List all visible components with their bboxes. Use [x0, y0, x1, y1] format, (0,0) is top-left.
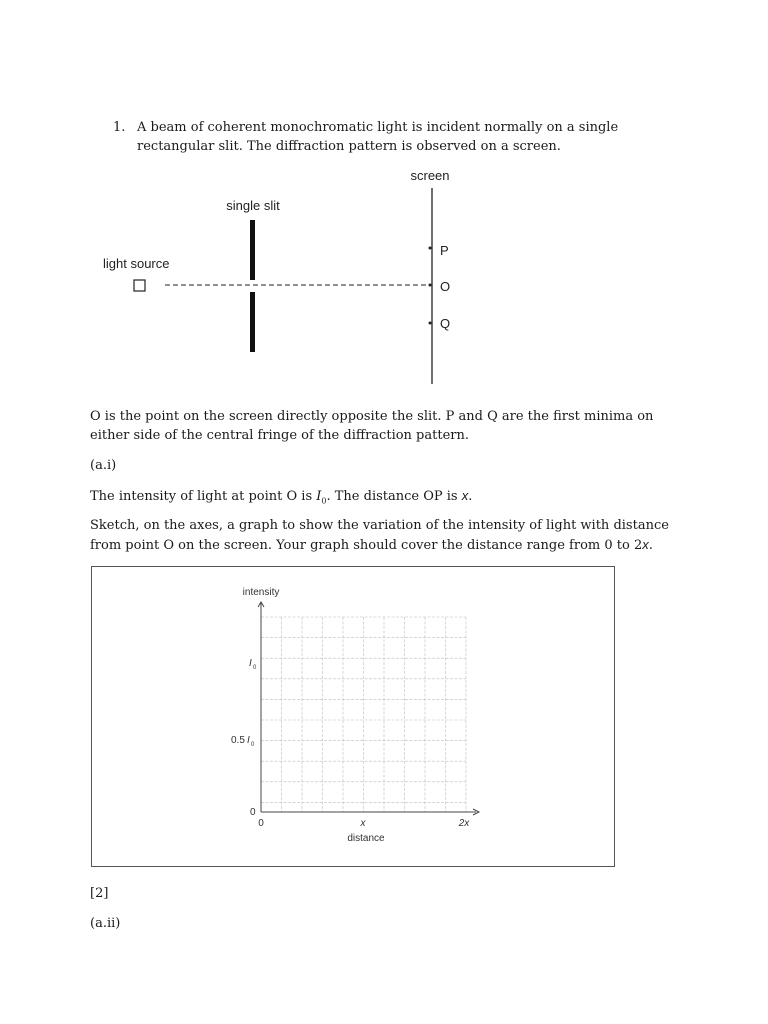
x-axis-label: distance [347, 833, 385, 844]
intensity-graph[interactable] [92, 567, 614, 866]
question-text [137, 118, 657, 156]
part-a-ii-label: (a.ii) [90, 916, 121, 931]
slit-upper-barrier [250, 220, 255, 280]
description-line1: O is the point on the screen directly opposite the slit. P and Q are the first minima on [90, 409, 654, 424]
sketch-line2-end: . [648, 538, 653, 553]
description-paragraph [90, 407, 700, 445]
x-tick-zero: 0 [258, 818, 264, 829]
graph-answer-box[interactable] [91, 566, 615, 867]
point-p-label: P [440, 243, 449, 258]
sketch-line2-text: from point O on the screen. Your graph should cover the distance range from 0 to 2 [90, 538, 643, 553]
y-tick-half-subscript: 0 [251, 742, 255, 748]
graph-grid [261, 617, 466, 812]
intensity-text-a: The intensity of light at point O is [90, 489, 317, 504]
y-tick-half-prefix: 0.5 [231, 735, 245, 746]
question-text-line2: rectangular slit. The diffraction pattern is observed on a screen. [137, 139, 561, 154]
description-line2: either side of the central fringe of the diffraction pattern. [90, 428, 469, 443]
intensity-text-c: . [468, 489, 473, 504]
x-tick-2x: 2x [458, 818, 470, 829]
y-tick-i0-subscript: 0 [253, 665, 257, 671]
point-q-label: Q [440, 316, 451, 331]
slit-lower-barrier [250, 292, 255, 352]
light-source-box [134, 280, 145, 291]
point-q-dot [429, 322, 432, 325]
x-tick-x: x [360, 818, 366, 829]
question-number: 1. [113, 120, 126, 135]
y-axis-label: intensity [242, 587, 280, 598]
question-text-line1: A beam of coherent monochromatic light is incident normally on a single [137, 120, 619, 135]
y-tick-zero: 0 [250, 807, 256, 818]
y-tick-half-symbol: I [247, 735, 250, 746]
marks-label: [2] [90, 886, 109, 901]
intensity-symbol: I [316, 489, 322, 504]
point-o-label: O [440, 279, 451, 294]
screen-label: screen [410, 168, 450, 183]
slit-label: single slit [226, 198, 280, 213]
sketch-instruction [90, 516, 700, 555]
sketch-line1: Sketch, on the axes, a graph to show the variation of the intensity of light with distance [90, 518, 669, 533]
intensity-text-b: . The distance OP is [326, 489, 462, 504]
sketch-line2 [90, 535, 700, 555]
light-source-label: light source [103, 256, 170, 271]
part-a-i-label: (a.i) [90, 458, 117, 473]
intensity-variable: x [461, 488, 469, 503]
diffraction-diagram [0, 160, 768, 390]
point-p-dot [429, 247, 432, 250]
y-tick-i0-symbol: I [249, 658, 252, 669]
intensity-subscript: 0 [321, 496, 327, 506]
intensity-statement [90, 486, 700, 511]
point-o-dot [429, 284, 432, 287]
sketch-line2-variable: x [642, 537, 649, 552]
